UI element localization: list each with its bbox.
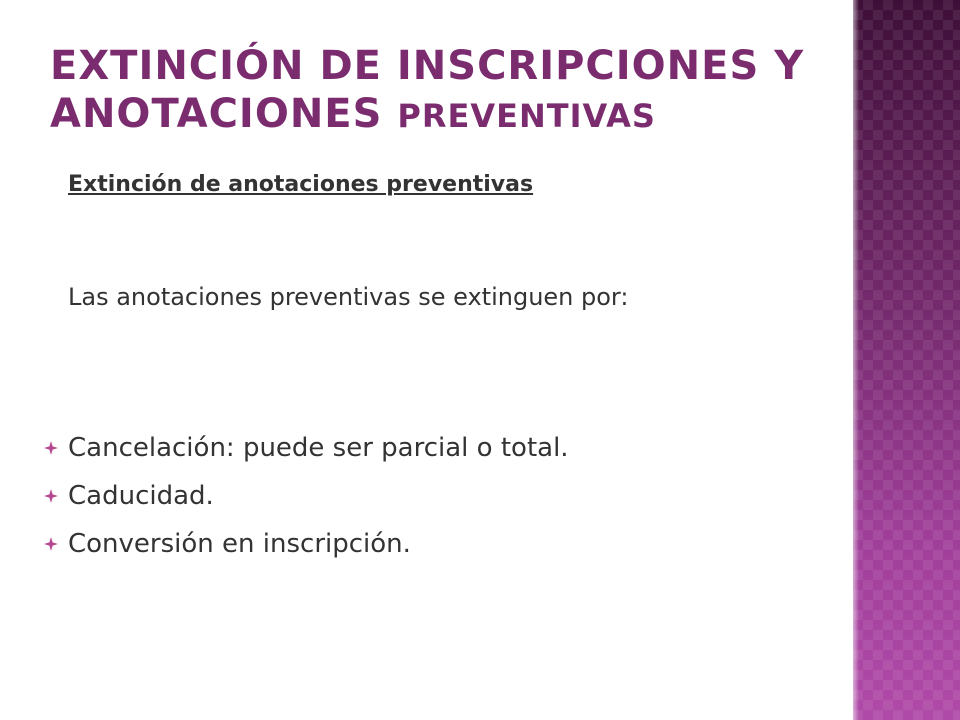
decorative-side-panel — [853, 0, 960, 720]
slide-title — [50, 42, 840, 140]
subheading: Extinción de anotaciones preventivas — [68, 172, 534, 197]
four-point-star-icon — [44, 489, 62, 503]
intro-text: Las anotaciones preventivas se extinguen por: — [68, 283, 629, 311]
bullet-text: Caducidad. — [68, 481, 214, 511]
title-line-1: EXTINCIÓN DE INSCRIPCIONES Y — [50, 43, 805, 89]
bullet-item — [44, 520, 569, 568]
four-point-star-icon — [44, 441, 62, 455]
bullet-text: Conversión en inscripción. — [68, 529, 411, 559]
bullet-text: Cancelación: puede ser parcial o total. — [68, 433, 569, 463]
four-point-star-icon — [44, 537, 62, 551]
bullet-list — [44, 424, 569, 568]
bullet-item — [44, 472, 569, 520]
title-line-2-small: PREVENTIVAS — [397, 97, 656, 135]
title-line-2-main: ANOTACIONES — [50, 91, 383, 137]
bullet-item — [44, 424, 569, 472]
